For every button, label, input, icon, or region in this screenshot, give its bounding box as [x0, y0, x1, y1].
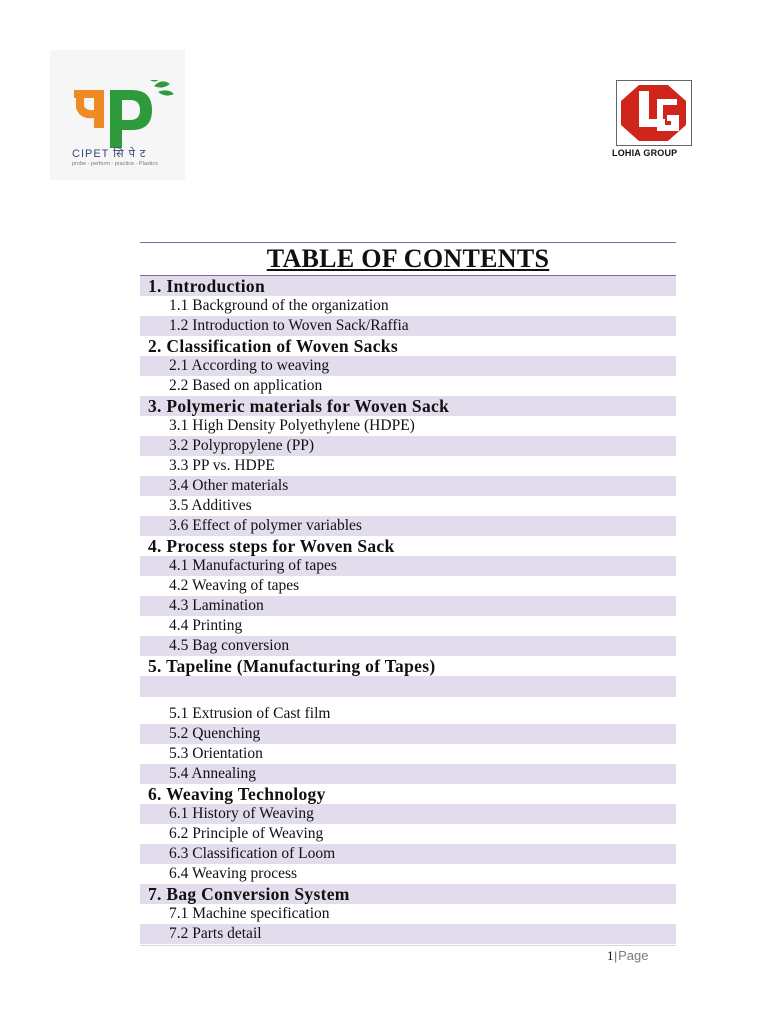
lohia-emblem: [616, 80, 692, 146]
toc-section-heading: 5. Tapeline (Manufacturing of Tapes): [148, 656, 436, 676]
toc-section-heading: 4. Process steps for Woven Sack: [148, 536, 395, 556]
toc-blank-row: [140, 697, 676, 704]
toc-subsection-item: 6.4 Weaving process: [169, 865, 298, 882]
cipet-pp-mark-icon: [70, 80, 180, 150]
toc-section-heading: 3. Polymeric materials for Woven Sack: [140, 396, 676, 416]
toc-subsection-item: 4.4 Printing: [169, 617, 243, 634]
lohia-lg-mark-icon: [617, 81, 690, 144]
page-separator: |: [614, 948, 618, 963]
toc-subsection-item: 3.4 Other materials: [140, 476, 676, 496]
toc-subsection-item: 3.1 High Density Polyethylene (HDPE): [169, 417, 415, 434]
toc-subsection-item: 5.4 Annealing: [140, 764, 676, 784]
toc-subsection-item: 5.3 Orientation: [169, 745, 263, 762]
toc-subsection-item: 6.1 History of Weaving: [140, 804, 676, 824]
toc-subsection-item: 4.5 Bag conversion: [140, 636, 676, 656]
toc-subsection-item: 5.1 Extrusion of Cast film: [169, 705, 331, 722]
toc-subsection-item: 4.2 Weaving of tapes: [169, 577, 300, 594]
cipet-name: CIPET सि पे ट: [72, 148, 147, 160]
toc-subsection-item: 3.3 PP vs. HDPE: [169, 457, 275, 474]
footer-rule: [140, 945, 676, 946]
toc-subsection-item: 3.6 Effect of polymer variables: [140, 516, 676, 536]
toc-subsection-item: 6.2 Principle of Weaving: [169, 825, 324, 842]
toc-section-heading: 1. Introduction: [140, 276, 676, 296]
toc-section-heading: 6. Weaving Technology: [148, 784, 326, 804]
lohia-name: LOHIA GROUP: [612, 148, 678, 158]
toc-subsection-item: 5.2 Quenching: [140, 724, 676, 744]
toc-subsection-item: 2.1 According to weaving: [140, 356, 676, 376]
toc-subsection-item: 4.1 Manufacturing of tapes: [140, 556, 676, 576]
toc-subsection-item: 7.2 Parts detail: [140, 924, 676, 944]
cipet-tagline: probe - perform - practice - Plastics: [72, 161, 158, 167]
page-label: Page: [618, 948, 649, 963]
toc-title: TABLE OF CONTENTS: [266, 244, 550, 273]
toc-subsection-item: 3.2 Polypropylene (PP): [140, 436, 676, 456]
toc-subsection-item: 3.5 Additives: [169, 497, 252, 514]
toc-subsection-item: 6.3 Classification of Loom: [140, 844, 676, 864]
toc-section-heading: 7. Bag Conversion System: [140, 884, 676, 904]
page-footer: [607, 948, 648, 964]
toc-subsection-item: 2.2 Based on application: [169, 377, 323, 394]
table-of-contents: [140, 242, 676, 944]
lohia-logo: [610, 78, 698, 162]
toc-subsection-item: 1.1 Background of the organization: [169, 297, 389, 314]
toc-entries: [140, 276, 676, 944]
cipet-logo: [50, 50, 185, 180]
toc-blank-row: [140, 676, 676, 697]
page-number: 1: [607, 948, 614, 963]
toc-subsection-item: 4.3 Lamination: [140, 596, 676, 616]
toc-subsection-item: 7.1 Machine specification: [169, 905, 330, 922]
toc-subsection-item: 1.2 Introduction to Woven Sack/Raffia: [140, 316, 676, 336]
toc-section-heading: 2. Classification of Woven Sacks: [148, 336, 398, 356]
